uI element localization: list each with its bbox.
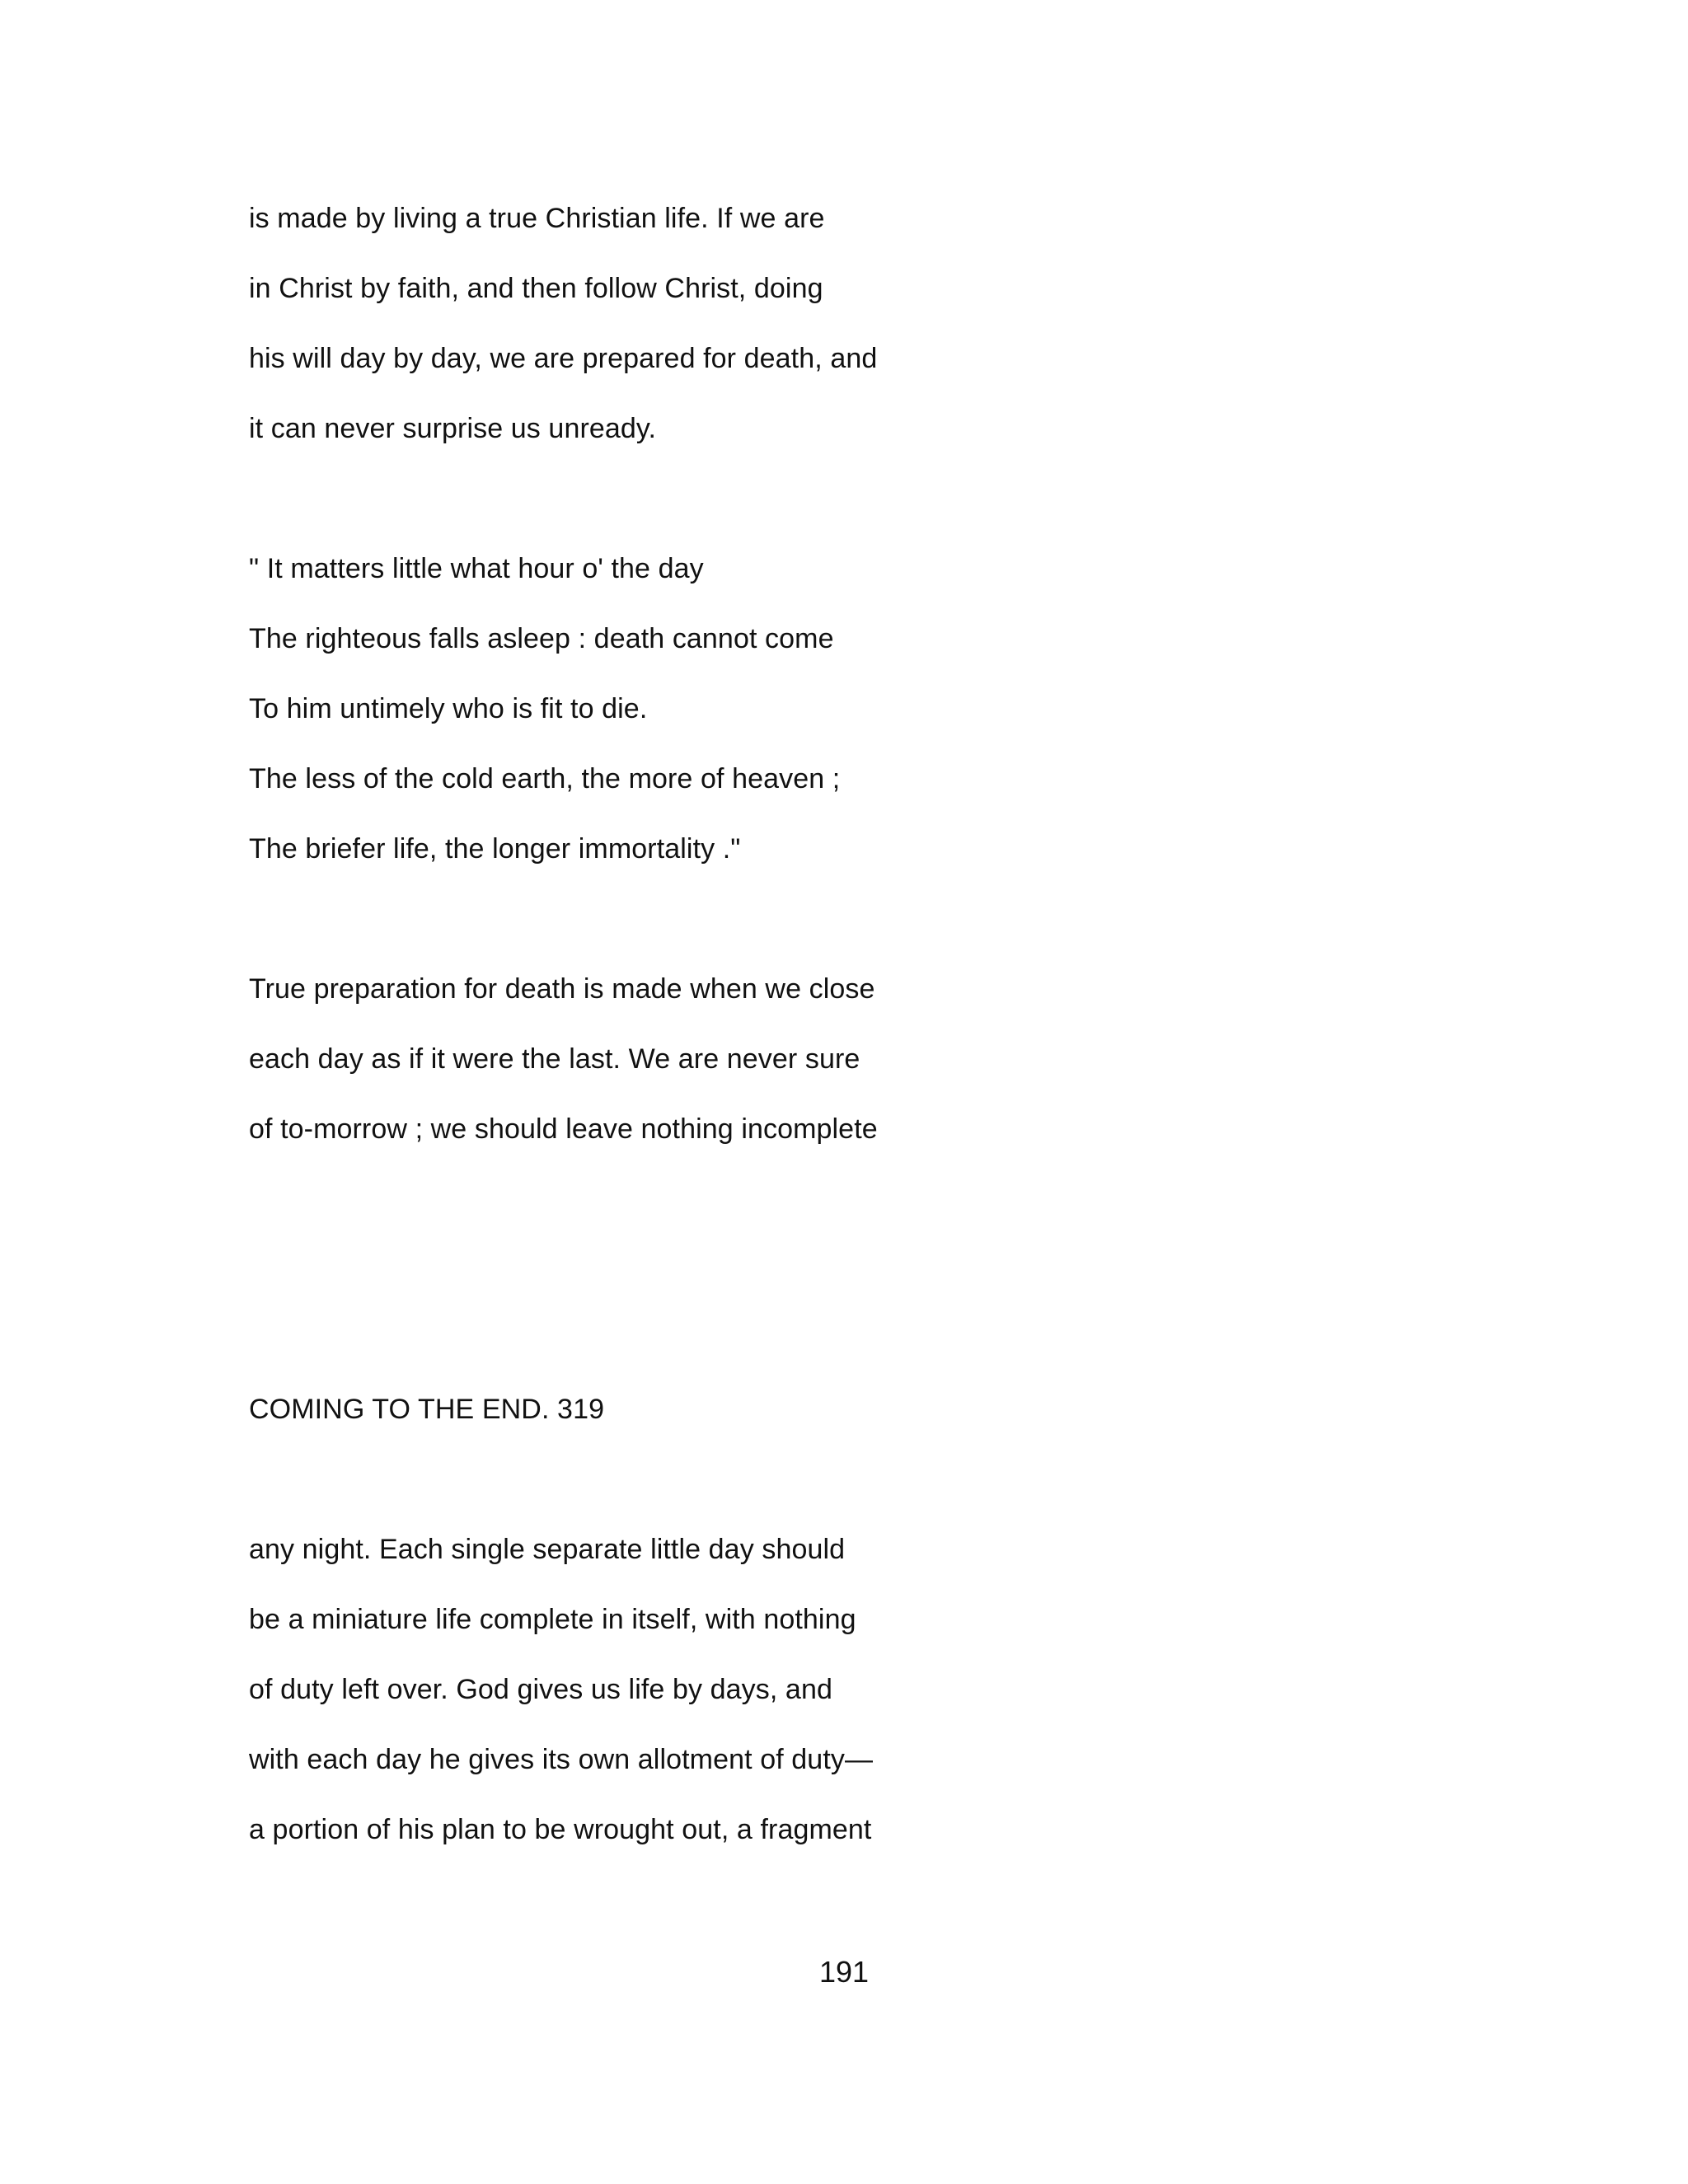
text-line: of to-morrow ; we should leave nothing incomplete [249,1113,878,1145]
text-line: a portion of his plan to be wrought out, a fragment [249,1814,872,1845]
text-line: his will day by day, we are prepared for death, and [249,343,878,374]
text-line: is made by living a true Christian life. If we are [249,203,825,234]
text-line: in Christ by faith, and then follow Christ, doing [249,273,823,304]
text-line: be a miniature life complete in itself, with nothing [249,1604,856,1635]
quote-line: The righteous falls asleep : death cannot come [249,623,834,654]
quote-line: The less of the cold earth, the more of heaven ; [249,763,841,794]
text-line: with each day he gives its own allotment of duty— [249,1744,874,1775]
text-line: any night. Each single separate little day should [249,1534,846,1565]
quote-line: The briefer life, the longer immortality ." [249,833,741,865]
text-line: it can never surprise us unready. [249,413,657,444]
running-header: COMING TO THE END. 319 [249,1394,605,1425]
text-line: each day as if it were the last. We are never sure [249,1043,860,1075]
quote-line: " It matters little what hour o' the day [249,553,704,584]
quote-line: To him untimely who is fit to die. [249,693,648,724]
page-number: 191 [818,1955,870,1989]
text-line: of duty left over. God gives us life by days, and [249,1674,832,1705]
text-line: True preparation for death is made when we close [249,973,875,1005]
